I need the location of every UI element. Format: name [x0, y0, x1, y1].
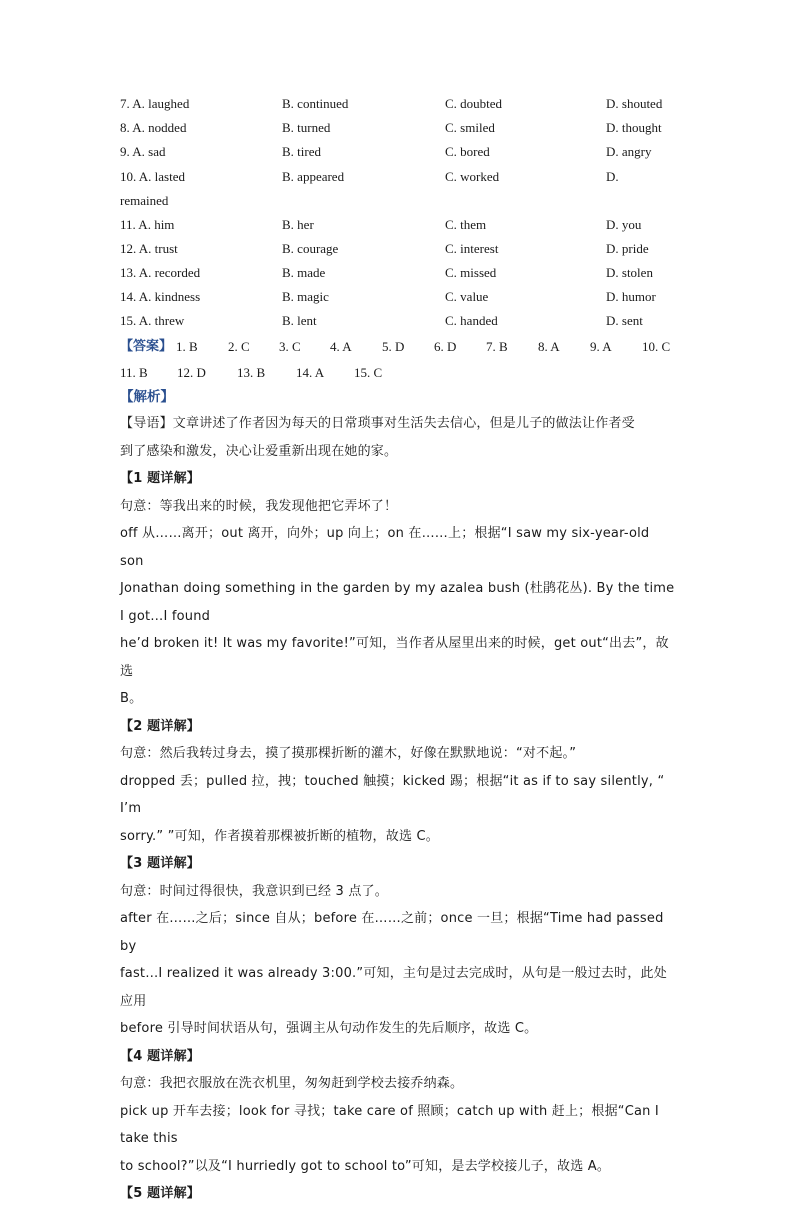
option-b: B. tired: [282, 144, 321, 159]
guide-line-1: 【导语】文章讲述了作者因为每天的日常琐事对生活失去信心，但是儿子的做法让作者受: [120, 416, 635, 431]
option-a: 15. A. threw: [120, 313, 185, 328]
explanation-body: [120, 410, 676, 1208]
option-d: D. pride: [606, 241, 649, 256]
option-a: 9. A. sad: [120, 144, 166, 159]
option-10-wrap: remained: [120, 193, 169, 208]
option-c: C. smiled: [445, 120, 495, 135]
q4-line-1: pick up 开车去接；look for 寻找；take care of 照顾；catch up with 赶上；根据“Can I take this: [120, 1103, 659, 1146]
option-a: 11. A. him: [120, 217, 175, 232]
q3-line-3: before 引导时间状语从句，强调主从句动作发生的先后顺序，故选 C。: [120, 1021, 538, 1036]
q1-title: 【1 题详解】: [120, 471, 200, 486]
q4-meaning: 句意：我把衣服放在洗衣机里，匆匆赶到学校去接乔纳森。: [120, 1076, 464, 1091]
option-row-8: [120, 118, 680, 138]
q4-title: 【4 题详解】: [120, 1048, 200, 1064]
option-row-15: [120, 311, 680, 331]
q1-line-1: off 从……离开；out 离开，向外；up 向上；on 在……上；根据“I saw my six-year-old son: [120, 526, 650, 569]
option-c: C. interest: [445, 241, 499, 256]
q3-line-1: after 在……之后；since 自从；before 在……之前；once 一旦；根据“Time had passed by: [120, 911, 664, 954]
option-b: B. continued: [282, 96, 349, 111]
q5-title: 【5 题详解】: [120, 1186, 200, 1201]
option-d: D. angry: [606, 144, 652, 159]
q1-line-3: he’d broken it! It was my favorite!”可知，当作者从屋里出来的时候，get out“出去”，故选: [120, 636, 669, 679]
option-d: D.: [606, 169, 619, 184]
q3-meaning: 句意：时间过得很快，我意识到已经 3 点了。: [120, 883, 388, 899]
answer-item: 8. A: [538, 339, 560, 354]
option-a: 12. A. trust: [120, 241, 178, 256]
option-a: 10. A. lasted: [120, 169, 185, 184]
q1-line-4: B。: [120, 691, 143, 706]
option-a: 7. A. laughed: [120, 96, 190, 111]
answers-line-2: [120, 363, 680, 383]
answer-item: 6. D: [434, 339, 457, 354]
option-c: C. worked: [445, 169, 500, 184]
option-b: B. her: [282, 217, 314, 232]
answer-item: 11. B: [120, 365, 148, 380]
answer-item: 2. C: [228, 339, 250, 354]
option-a: 14. A. kindness: [120, 289, 201, 304]
answer-item: 3. C: [279, 339, 301, 354]
option-d: D. humor: [606, 289, 656, 304]
q3-line-2: fast…I realized it was already 3:00.”可知，主句是过去完成时，从句是一般过去时，此处应用: [120, 966, 667, 1009]
option-b: B. made: [282, 265, 326, 280]
option-c: C. doubted: [445, 96, 503, 111]
option-row-13: [120, 263, 680, 283]
option-b: B. magic: [282, 289, 329, 304]
option-b: B. lent: [282, 313, 317, 328]
option-row-9: [120, 142, 680, 162]
answer-item: 7. B: [486, 339, 508, 354]
option-row-12: [120, 239, 680, 259]
guide-line-2: 到了感染和激发，决心让爱重新出现在她的家。: [120, 443, 398, 459]
option-b: B. turned: [282, 120, 331, 135]
option-d: D. stolen: [606, 265, 653, 280]
answer-label: 【答案】: [120, 339, 173, 354]
option-c: C. missed: [445, 265, 497, 280]
answer-item: 15. C: [354, 365, 383, 380]
answer-item: 4. A: [330, 339, 352, 354]
option-c: C. value: [445, 289, 489, 304]
q2-meaning: 句意：然后我转过身去，摸了摸那棵折断的灌木，好像在默默地说：“对不起。”: [120, 746, 577, 761]
option-d: D. you: [606, 217, 642, 232]
option-c: C. bored: [445, 144, 490, 159]
option-d: D. thought: [606, 120, 662, 135]
option-d: D. sent: [606, 313, 643, 328]
option-row-11: [120, 215, 680, 235]
analysis-heading: 【解析】: [120, 389, 174, 405]
q3-title: 【3 题详解】: [120, 856, 200, 871]
q4-line-2: to school?”以及“I hurriedly got to school to”可知，是去学校接儿子，故选 A。: [120, 1158, 611, 1174]
option-b: B. courage: [282, 241, 339, 256]
option-row-10: [120, 167, 680, 187]
answer-item: 5. D: [382, 339, 405, 354]
answer-item: 1. B: [176, 339, 198, 354]
answer-item: 14. A: [296, 365, 325, 380]
q1-line-2: Jonathan doing something in the garden by my azalea bush (杜鹃花丛). By the time I got…I found: [120, 581, 675, 624]
option-b: B. appeared: [282, 169, 345, 184]
q2-line-2: sorry.” ”可知，作者摸着那棵被折断的植物，故选 C。: [120, 828, 439, 844]
answer-item: 13. B: [237, 365, 266, 380]
option-d: D. shouted: [606, 96, 663, 111]
answer-item: 12. D: [177, 365, 206, 380]
q1-meaning: 句意：等我出来的时候，我发现他把它弄坏了！: [120, 498, 398, 514]
answers-line-1: [120, 337, 680, 357]
option-row-14: [120, 287, 680, 307]
option-c: C. them: [445, 217, 487, 232]
option-a: 13. A. recorded: [120, 265, 201, 280]
answer-item: 9. A: [590, 339, 612, 354]
q2-line-1: dropped 丢；pulled 拉，拽；touched 触摸；kicked 踢；根据“it as if to say silently, “ I’m: [120, 773, 665, 816]
option-a: 8. A. nodded: [120, 120, 187, 135]
q2-title: 【2 题详解】: [120, 718, 200, 734]
answer-item: 10. C: [642, 339, 671, 354]
option-row-7: [120, 94, 680, 114]
option-c: C. handed: [445, 313, 498, 328]
